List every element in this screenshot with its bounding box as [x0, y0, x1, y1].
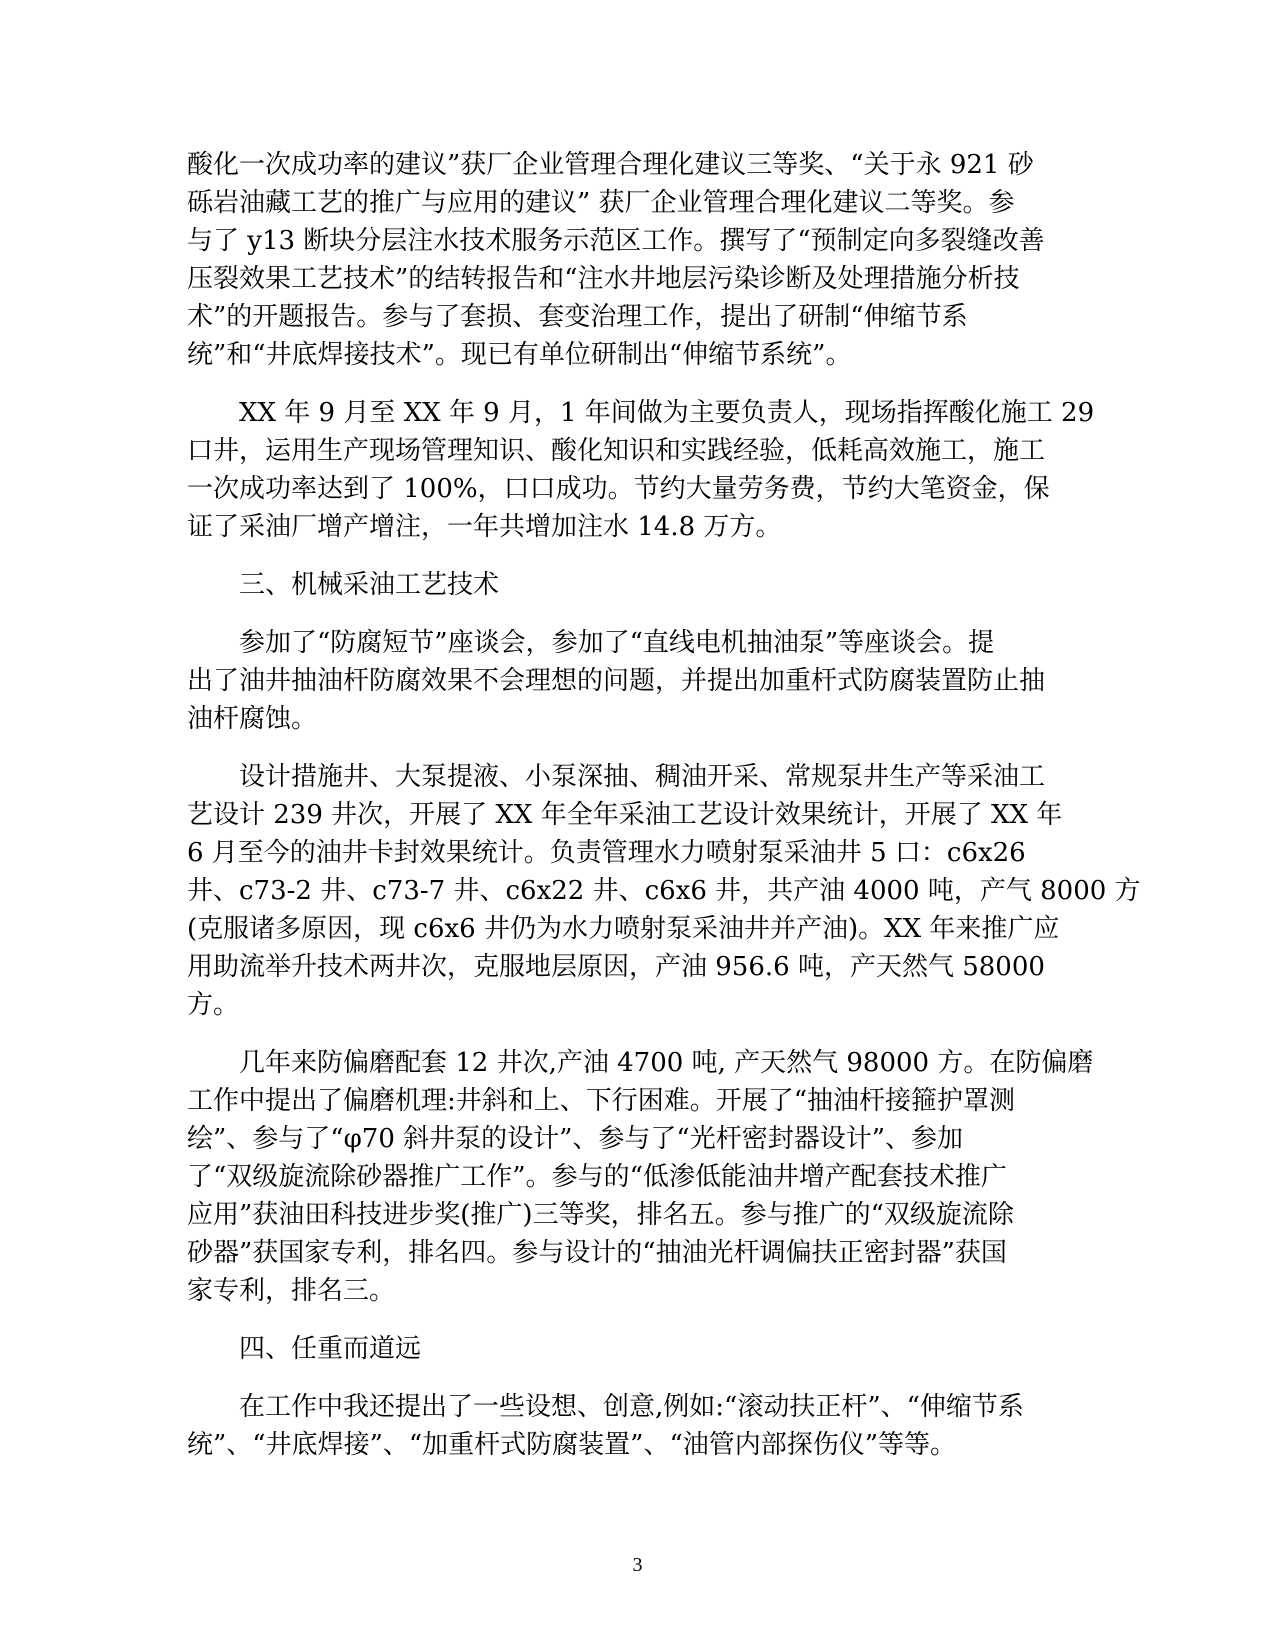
text-line: XX 年 9 月至 XX 年 9 月，1 年间做为主要负责人，现场指挥酸化施工 29 [239, 398, 1095, 428]
paragraph-gap [187, 374, 1087, 394]
text-line: 方。 [187, 990, 240, 1020]
text-line: 砾岩油藏工艺的推广与应用的建议” 获厂企业管理合理化建议二等奖。参 [187, 188, 1015, 218]
paragraph-gap [187, 546, 1087, 566]
paragraph-gap [187, 604, 1087, 624]
paragraph [187, 1330, 1087, 1368]
paragraph [187, 624, 1087, 738]
paragraph-gap [187, 1024, 1087, 1044]
paragraph [187, 1044, 1094, 1310]
text-line: 统”和“井底焊接技术”。现已有单位研制出“伸缩节系统”。 [187, 340, 852, 370]
text-line: 在工作中我还提出了一些设想、创意,例如:“滚动扶正杆”、“伸缩节系 [239, 1392, 1024, 1422]
text-line: 出了油井抽油杆防腐效果不会理想的问题，并提出加重杆式防腐装置防止抽 [187, 666, 1046, 696]
paragraph [187, 566, 1087, 604]
paragraph-gap [187, 738, 1087, 758]
text-line: 几年来防偏磨配套 12 井次,产油 4700 吨, 产天然气 98000 方。在防偏磨 [239, 1048, 1094, 1078]
text-line: 井、c73-2 井、c73-7 井、c6x22 井、c6x6 井，共产油 4000 吨，产气 8000 方 [187, 876, 1141, 906]
text-line: 了“双级旋流除砂器推广工作”。参与的“低渗低能油井增产配套技术推广 [187, 1162, 1007, 1192]
text-line: 工作中提出了偏磨机理:井斜和上、下行困难。开展了“抽油杆接箍护罩测 [187, 1086, 1016, 1116]
paragraph [187, 1388, 1087, 1464]
text-line: 证了采油厂增产增注，一年共增加注水 14.8 万方。 [187, 512, 782, 542]
text-line: 参加了“防腐短节”座谈会，参加了“直线电机抽油泵”等座谈会。提 [239, 628, 995, 658]
text-line: 统”、“井底焊接”、“加重杆式防腐装置”、“油管内部探伤仪”等等。 [187, 1430, 957, 1460]
page-number: 3 [632, 1554, 643, 1576]
text-line: 一次成功率达到了 100%，口口成功。节约大量劳务费，节约大笔资金，保 [187, 474, 1050, 504]
text-line: 油杆腐蚀。 [187, 704, 318, 734]
text-line: 压裂效果工艺技术”的结转报告和“注水井地层污染诊断及处理措施分析技 [187, 264, 1020, 294]
document-body [187, 146, 1141, 1464]
text-line: 设计措施井、大泵提液、小泵深抽、稠油开采、常规泵井生产等采油工 [239, 762, 1046, 792]
text-line: 绘”、参与了“φ70 斜井泵的设计”、参与了“光杆密封器设计”、参加 [187, 1124, 964, 1154]
text-line: 砂器”获国家专利，排名四。参与设计的“抽油光杆调偏扶正密封器”获国 [187, 1238, 1007, 1268]
text-line: 术”的开题报告。参与了套损、套变治理工作，提出了研制“伸缩节系 [187, 302, 968, 332]
text-line: 三、机械采油工艺技术 [239, 570, 500, 600]
text-line: 家专利，排名三。 [187, 1276, 396, 1306]
text-line: 6 月至今的油井卡封效果统计。负责管理水力喷射泵采油井 5 口：c6x26 [187, 838, 1026, 868]
paragraph [187, 146, 1087, 374]
paragraph [187, 758, 1141, 1024]
paragraph [187, 394, 1095, 546]
paragraph-gap [187, 1310, 1087, 1330]
text-line: 口井，运用生产现场管理知识、酸化知识和实践经验，低耗高效施工，施工 [187, 436, 1046, 466]
text-line: (克服诸多原因，现 c6x6 井仍为水力喷射泵采油井并产油)。XX 年来推广应 [187, 914, 1060, 944]
text-line: 与了 y13 断块分层注水技术服务示范区工作。撰写了“预制定向多裂缝改善 [187, 226, 1045, 256]
text-line: 应用”获油田科技进步奖(推广)三等奖，排名五。参与推广的“双级旋流除 [187, 1200, 1014, 1230]
text-line: 四、任重而道远 [239, 1334, 422, 1364]
text-line: 酸化一次成功率的建议”获厂企业管理合理化建议三等奖、“关于永 921 砂 [187, 150, 1034, 180]
paragraph-gap [187, 1368, 1087, 1388]
text-line: 用助流举升技术两井次，克服地层原因，产油 956.6 吨，产天然气 58000 [187, 952, 1045, 982]
text-line: 艺设计 239 井次，开展了 XX 年全年采油工艺设计效果统计，开展了 XX 年 [187, 800, 1063, 830]
